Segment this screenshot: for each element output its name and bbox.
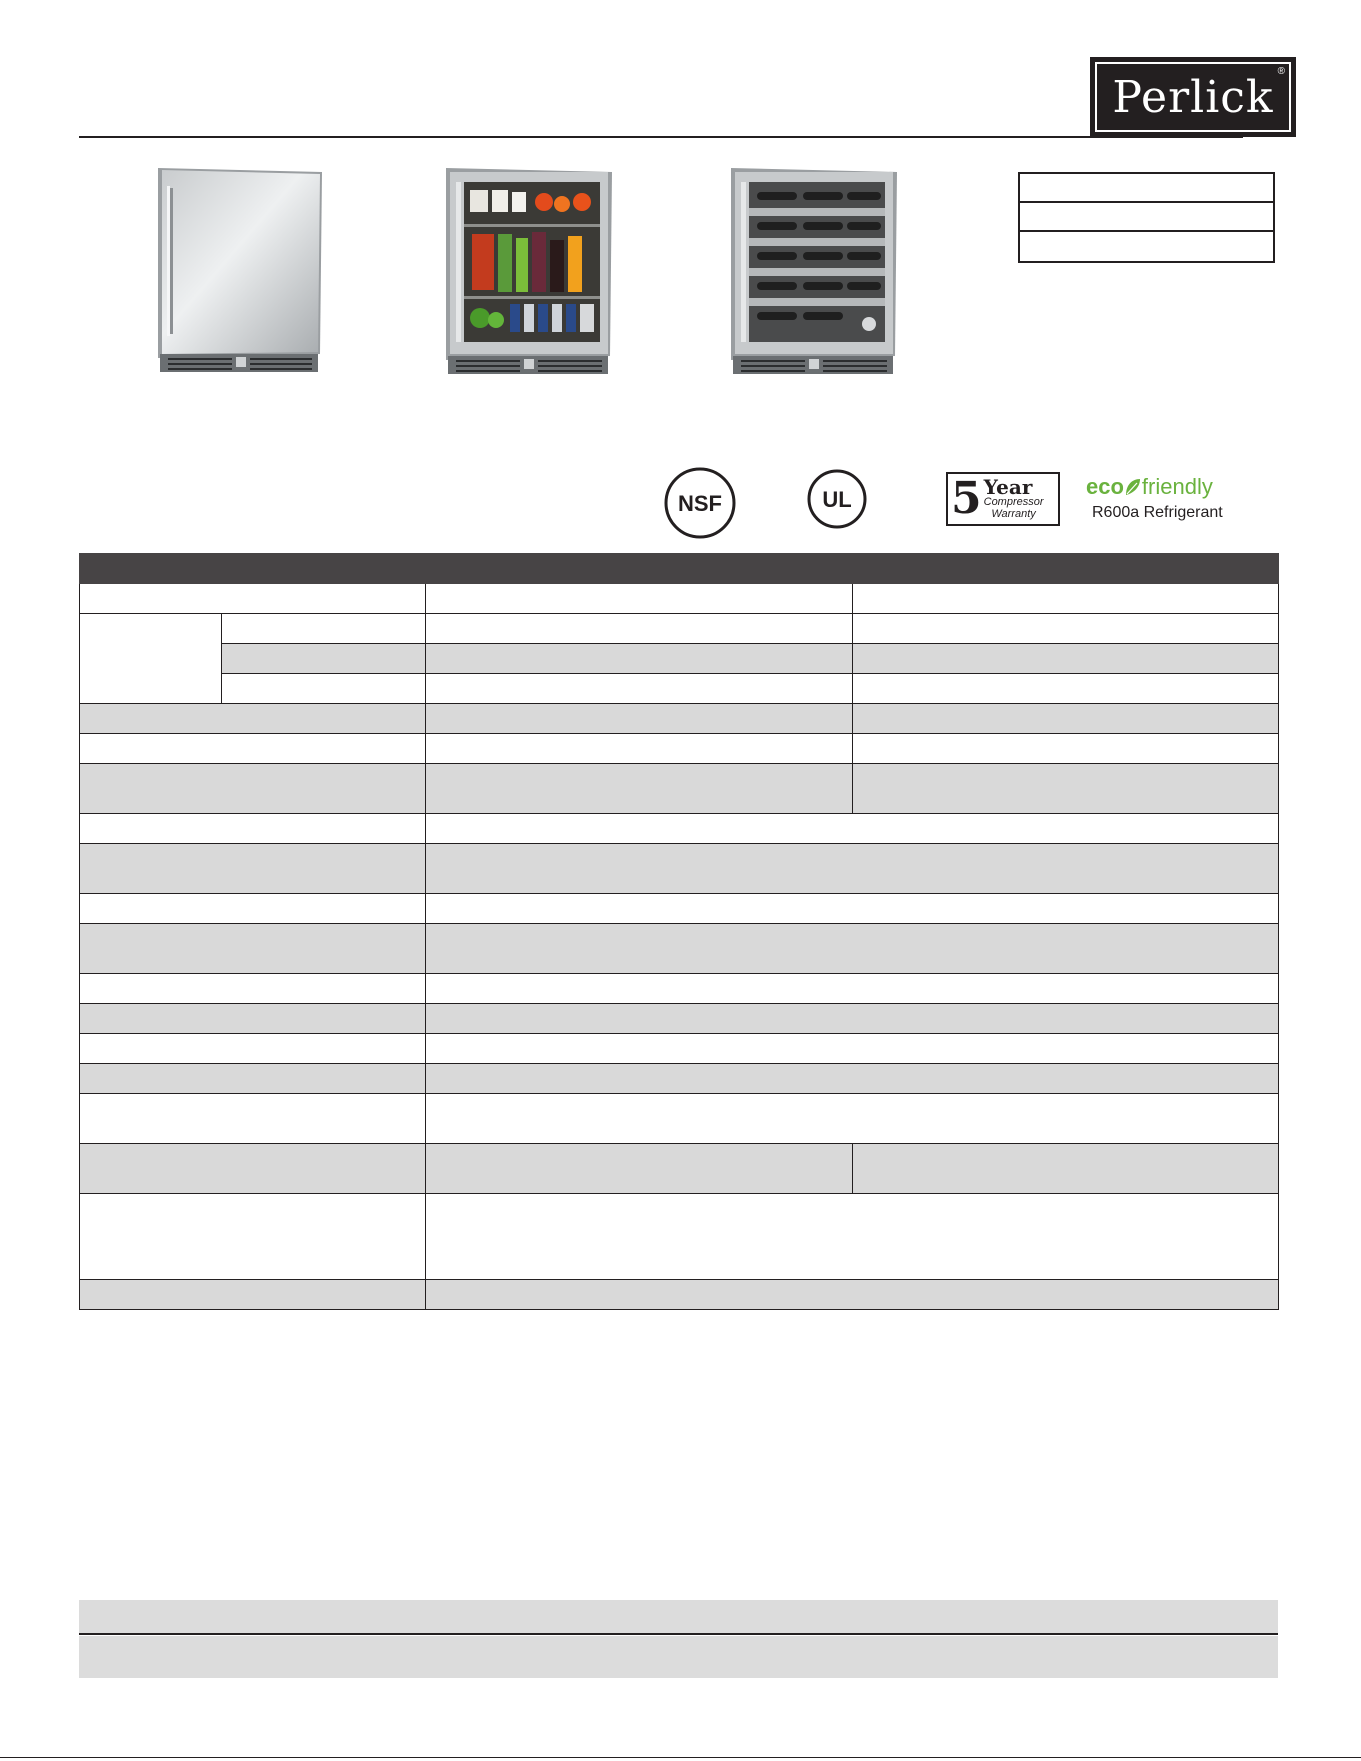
model-box-row xyxy=(1020,203,1273,232)
page-bottom-rule xyxy=(0,1757,1361,1758)
table-cell xyxy=(426,814,1279,844)
header-cell xyxy=(80,554,426,584)
logo-frame xyxy=(1095,62,1291,132)
table-row xyxy=(80,644,1279,674)
table-cell xyxy=(426,1034,1279,1064)
row-label xyxy=(80,584,426,614)
row-label xyxy=(80,844,426,894)
warranty-year: Year xyxy=(983,475,1033,500)
footer-band-top xyxy=(79,1600,1278,1633)
table-header-row xyxy=(80,554,1279,584)
table-row xyxy=(80,1064,1279,1094)
table-cell xyxy=(426,704,853,734)
table-cell xyxy=(853,704,1279,734)
table-row xyxy=(80,1194,1279,1280)
header-cell xyxy=(853,554,1279,584)
ul-certification-logo xyxy=(806,468,868,530)
table-cell xyxy=(426,1280,1279,1310)
eco-prefix: eco xyxy=(1086,474,1124,499)
table-cell xyxy=(426,974,1279,1004)
row-label xyxy=(80,1194,426,1280)
row-label xyxy=(80,1144,426,1194)
table-cell xyxy=(853,1144,1279,1194)
table-row xyxy=(80,764,1279,814)
header-divider xyxy=(79,136,1243,138)
table-cell xyxy=(853,764,1279,814)
wine-reserve-image xyxy=(729,168,899,376)
table-cell xyxy=(853,644,1279,674)
table-row xyxy=(80,974,1279,1004)
row-label xyxy=(80,764,426,814)
table-cell xyxy=(426,924,1279,974)
row-label xyxy=(80,1064,426,1094)
table-cell xyxy=(426,1004,1279,1034)
table-cell xyxy=(426,764,853,814)
table-cell xyxy=(426,734,853,764)
logo-text: Perlick xyxy=(1112,71,1274,123)
table-cell xyxy=(426,1194,1279,1280)
row-label xyxy=(80,1094,426,1144)
table-cell xyxy=(853,584,1279,614)
table-cell xyxy=(426,674,853,704)
nsf-certification-logo xyxy=(664,467,736,539)
eco-friendly-badge xyxy=(1086,476,1236,528)
row-label xyxy=(80,704,426,734)
table-row xyxy=(80,844,1279,894)
table-cell xyxy=(426,844,1279,894)
model-box-row xyxy=(1020,174,1273,203)
table-row xyxy=(80,734,1279,764)
table-row xyxy=(80,1144,1279,1194)
row-label xyxy=(80,734,426,764)
perlick-logo xyxy=(1090,57,1296,137)
model-number-box xyxy=(1018,172,1275,263)
table-cell xyxy=(853,614,1279,644)
table-row xyxy=(80,894,1279,924)
ul-text: UL xyxy=(822,487,852,512)
table-row xyxy=(80,674,1279,704)
table-cell xyxy=(426,1094,1279,1144)
solid-door-refrigerator-image xyxy=(156,168,324,374)
row-label xyxy=(80,1004,426,1034)
footer-divider xyxy=(79,1633,1278,1635)
row-sublabel xyxy=(222,674,426,704)
refrigerant-label: R600a Refrigerant xyxy=(1092,504,1223,521)
model-box-row xyxy=(1020,232,1273,261)
table-row xyxy=(80,1094,1279,1144)
table-row xyxy=(80,614,1279,644)
warranty-line1: Compressor xyxy=(983,496,1044,509)
warranty-line2: Warranty xyxy=(991,508,1036,520)
row-sublabel xyxy=(222,614,426,644)
footer-band-bottom xyxy=(79,1636,1278,1678)
leaf-icon xyxy=(1124,477,1142,497)
eco-suffix: friendly xyxy=(1141,474,1213,499)
table-cell xyxy=(426,1144,853,1194)
nsf-text: NSF xyxy=(678,491,722,516)
row-group-label xyxy=(80,614,222,704)
table-cell xyxy=(426,1064,1279,1094)
header-cell xyxy=(426,554,853,584)
row-label xyxy=(80,814,426,844)
specifications-table xyxy=(79,553,1279,1310)
row-label xyxy=(80,1280,426,1310)
table-cell xyxy=(853,734,1279,764)
table-cell xyxy=(853,674,1279,704)
table-cell xyxy=(426,644,853,674)
row-label xyxy=(80,974,426,1004)
table-row xyxy=(80,1034,1279,1064)
five-year-warranty-badge xyxy=(946,472,1060,526)
glass-door-refrigerator-image xyxy=(444,168,614,376)
row-sublabel xyxy=(222,644,426,674)
table-cell xyxy=(426,894,1279,924)
row-label xyxy=(80,1034,426,1064)
table-cell xyxy=(426,614,853,644)
table-cell xyxy=(426,584,853,614)
warranty-number: 5 xyxy=(951,473,982,524)
table-row xyxy=(80,704,1279,734)
table-row xyxy=(80,1280,1279,1310)
table-row xyxy=(80,924,1279,974)
table-row xyxy=(80,814,1279,844)
row-label xyxy=(80,894,426,924)
table-row xyxy=(80,1004,1279,1034)
registered-mark: ® xyxy=(1277,66,1285,77)
table-row xyxy=(80,584,1279,614)
row-label xyxy=(80,924,426,974)
